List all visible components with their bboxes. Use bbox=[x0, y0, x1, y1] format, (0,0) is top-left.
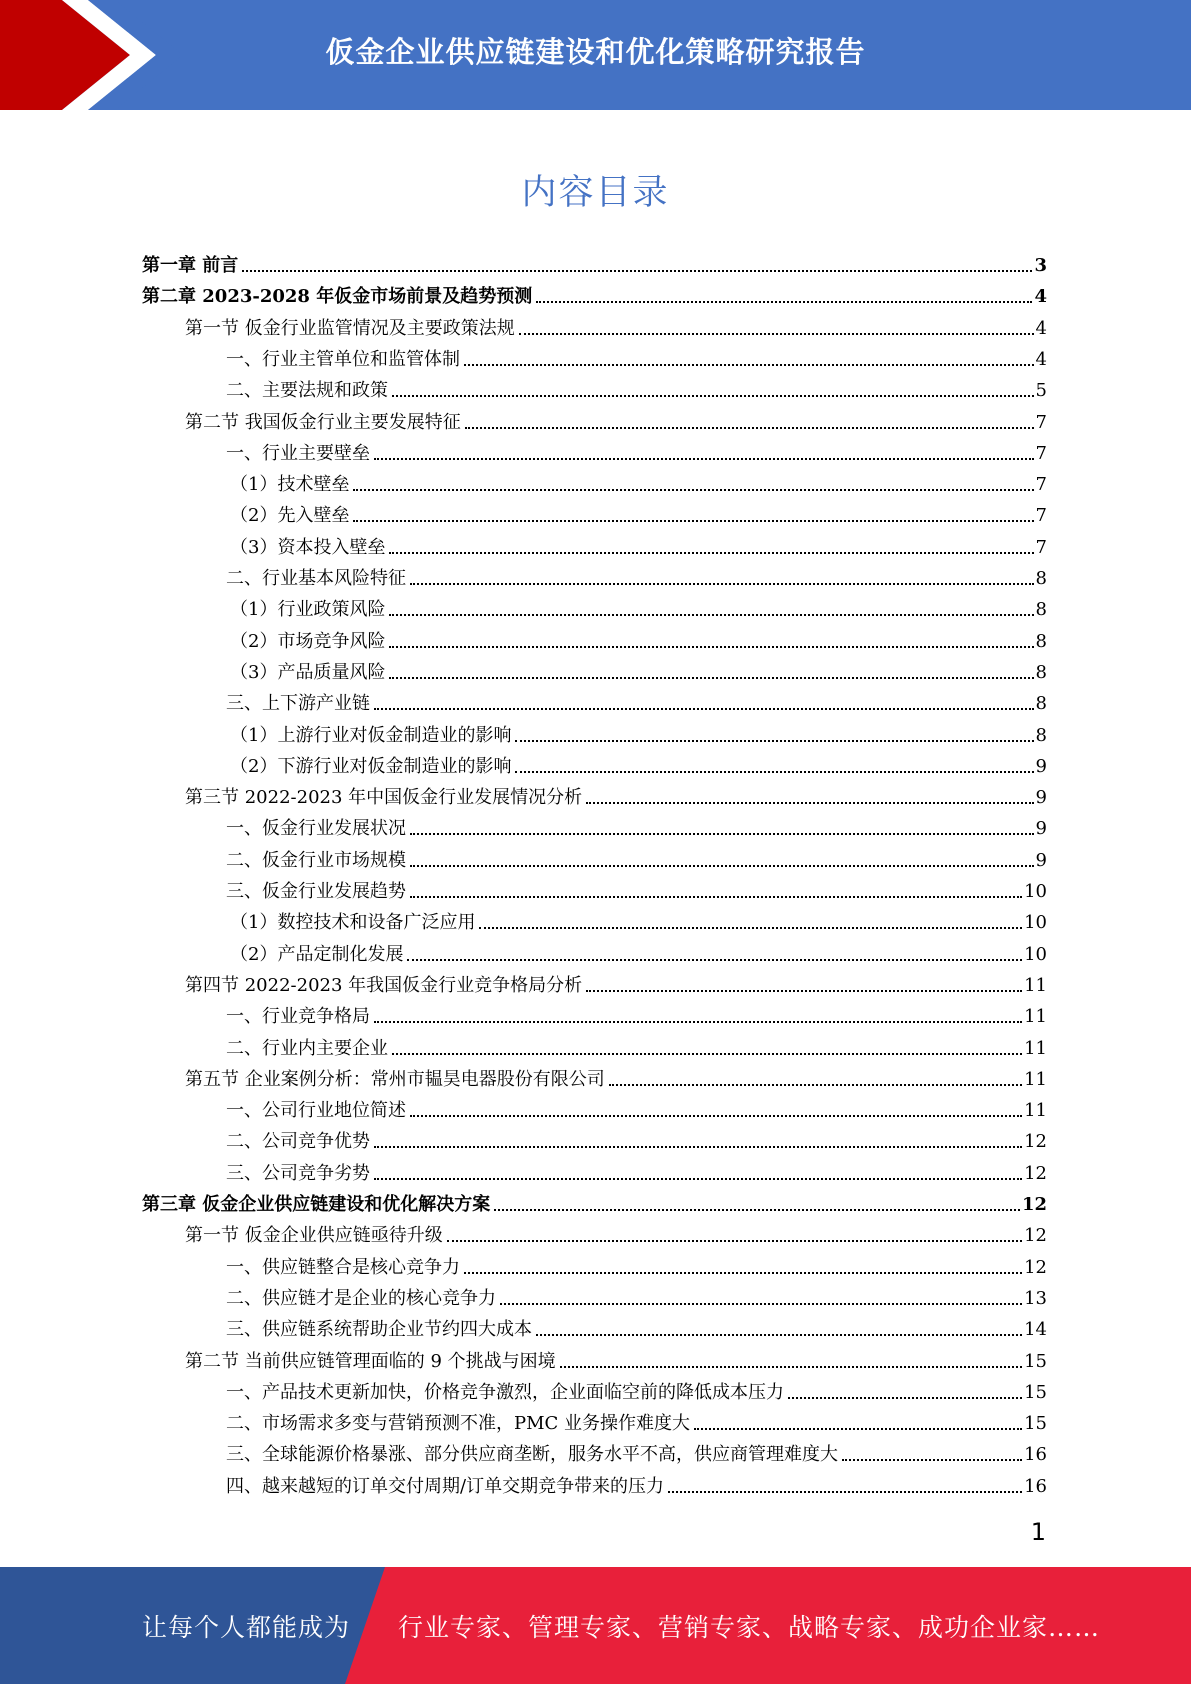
toc-entry-label: 二、行业基本风险特征 bbox=[226, 568, 406, 589]
toc-dot-leader bbox=[536, 1334, 1022, 1336]
toc-entry-page: 8 bbox=[1035, 568, 1047, 589]
toc-entry-page: 7 bbox=[1035, 505, 1047, 527]
toc-entry-page: 11 bbox=[1024, 1068, 1047, 1090]
toc-entry-label: 一、行业竞争格局 bbox=[226, 1006, 370, 1028]
toc-title: 内容目录 bbox=[521, 173, 670, 213]
toc-entry-page: 9 bbox=[1035, 755, 1047, 777]
toc-entry-page: 8 bbox=[1035, 693, 1047, 715]
toc-dot-leader bbox=[694, 1428, 1022, 1430]
toc-entry-label: （2）市场竞争风险 bbox=[230, 630, 386, 652]
toc-entry-page: 8 bbox=[1035, 599, 1047, 621]
toc-entry-label: 第四节 2022-2023 年我国仮金行业竞争格局分析 bbox=[185, 974, 583, 996]
toc-dot-leader bbox=[242, 270, 1032, 272]
toc-entry-label: 一、行业主要壁垒 bbox=[226, 442, 370, 464]
toc-entry[interactable] bbox=[226, 1036, 1047, 1062]
footer-banner bbox=[0, 1567, 1191, 1684]
toc-entry-label: 三、供应链系统帮助企业节约四大成本 bbox=[226, 1319, 532, 1341]
header-banner bbox=[0, 0, 1191, 110]
toc-entry[interactable] bbox=[226, 347, 1047, 373]
toc-dot-leader bbox=[447, 1240, 1022, 1242]
toc-entry-page: 4 bbox=[1034, 286, 1047, 308]
toc-dot-leader bbox=[668, 1491, 1022, 1493]
toc-dot-leader bbox=[586, 802, 1033, 804]
toc-entry[interactable] bbox=[230, 503, 1047, 529]
toc-entry-page: 11 bbox=[1024, 974, 1047, 996]
toc-entry-label: 二、仮金行业市场规模 bbox=[226, 849, 406, 871]
toc-entry-page: 7 bbox=[1035, 474, 1047, 496]
toc-entry[interactable] bbox=[230, 723, 1047, 749]
toc-dot-leader bbox=[374, 708, 1034, 710]
toc-entry-label: 第二章 2023-2028 年仮金市场前景及趋势预测 bbox=[142, 286, 533, 308]
page-number: 1 bbox=[1030, 1518, 1046, 1546]
toc-entry-label: 三、公司竞争劣势 bbox=[226, 1162, 370, 1184]
toc-entry[interactable] bbox=[185, 410, 1047, 436]
toc-entry[interactable] bbox=[230, 660, 1047, 686]
toc-entry-page: 10 bbox=[1024, 881, 1047, 902]
toc-entry[interactable] bbox=[185, 973, 1047, 999]
toc-dot-leader bbox=[464, 1272, 1022, 1274]
toc-entry-page: 14 bbox=[1024, 1319, 1047, 1341]
toc-entry-label: 二、公司竞争优势 bbox=[226, 1131, 370, 1153]
toc-entry-label: 二、主要法规和政策 bbox=[226, 380, 388, 402]
toc-entry-label: 第二节 我国仮金行业主要发展特征 bbox=[185, 411, 461, 433]
toc-entry[interactable] bbox=[226, 1286, 1047, 1312]
toc-entry[interactable] bbox=[226, 1317, 1047, 1343]
toc-dot-leader bbox=[500, 1303, 1022, 1305]
toc-entry-page: 12 bbox=[1024, 1131, 1047, 1153]
toc-entry-page: 11 bbox=[1024, 1037, 1047, 1059]
toc-entry[interactable] bbox=[226, 441, 1047, 467]
toc-entry[interactable] bbox=[226, 378, 1047, 404]
toc-entry-label: （1）技术壁垒 bbox=[230, 474, 350, 496]
toc-entry-label: 一、行业主管单位和监管体制 bbox=[226, 348, 460, 370]
toc-entry[interactable] bbox=[230, 597, 1047, 623]
toc-entry-page: 8 bbox=[1035, 724, 1047, 746]
toc-entry-page: 8 bbox=[1035, 661, 1047, 683]
toc-entry-label: （1）上游行业对仮金制造业的影响 bbox=[230, 724, 512, 746]
toc-entry-page: 12 bbox=[1024, 1256, 1047, 1278]
toc-entry[interactable] bbox=[226, 879, 1047, 905]
toc-dot-leader bbox=[392, 1053, 1022, 1055]
toc-entry-label: 三、全球能源价格暴涨、部分供应商垄断，服务水平不高，供应商管理难度大 bbox=[226, 1444, 838, 1466]
toc-entry-page: 12 bbox=[1021, 1194, 1047, 1215]
toc-entry[interactable] bbox=[226, 566, 1047, 592]
toc-entry[interactable] bbox=[185, 785, 1047, 811]
toc-entry-label: 一、仮金行业发展状况 bbox=[226, 818, 406, 840]
toc-entry-page: 16 bbox=[1024, 1475, 1047, 1497]
toc-entry-page: 12 bbox=[1024, 1162, 1047, 1184]
toc-dot-leader bbox=[515, 771, 1033, 773]
toc-entry-page: 4 bbox=[1035, 317, 1047, 339]
toc-entry-page: 11 bbox=[1024, 1100, 1047, 1122]
toc-dot-leader bbox=[374, 1021, 1022, 1023]
toc-entry-label: 三、上下游产业链 bbox=[226, 693, 370, 715]
toc-entry[interactable] bbox=[230, 472, 1047, 498]
toc-dot-leader bbox=[374, 1146, 1022, 1148]
toc-dot-leader bbox=[407, 959, 1022, 961]
toc-dot-leader bbox=[353, 520, 1033, 522]
toc-entry-label: 一、公司行业地位简述 bbox=[226, 1100, 406, 1122]
toc-entry-label: 一、产品技术更新加快，价格竞争激烈，企业面临空前的降低成本压力 bbox=[226, 1381, 784, 1403]
toc-dot-leader bbox=[353, 489, 1033, 491]
toc-entry-page: 15 bbox=[1024, 1381, 1047, 1403]
toc-entry-label: 四、越来越短的订单交付周期/订单交期竞争带来的压力 bbox=[226, 1475, 665, 1497]
toc-entry[interactable] bbox=[226, 1161, 1047, 1187]
toc-dot-leader bbox=[586, 990, 1022, 992]
toc-dot-leader bbox=[465, 427, 1034, 429]
toc-dot-leader bbox=[389, 614, 1033, 616]
toc-entry[interactable] bbox=[185, 1223, 1047, 1249]
toc-entry-label: 第二节 当前供应链管理面临的 9 个挑战与困境 bbox=[185, 1350, 556, 1372]
toc-entry-page: 13 bbox=[1024, 1287, 1047, 1309]
toc-entry-label: 一、供应链整合是核心竞争力 bbox=[226, 1256, 460, 1278]
toc-entry[interactable] bbox=[230, 910, 1047, 936]
toc-entry-page: 16 bbox=[1024, 1444, 1047, 1466]
toc-entry[interactable] bbox=[230, 942, 1047, 968]
toc-dot-leader bbox=[392, 395, 1034, 397]
toc-dot-leader bbox=[410, 865, 1034, 867]
toc-entry[interactable] bbox=[226, 1474, 1047, 1500]
toc-entry-label: 第一节 仮金企业供应链亟待升级 bbox=[185, 1225, 443, 1247]
toc-entry-page: 10 bbox=[1024, 943, 1047, 965]
toc-entry[interactable] bbox=[142, 253, 1047, 279]
toc-entry-page: 8 bbox=[1035, 630, 1047, 652]
toc-entry-page: 12 bbox=[1024, 1225, 1047, 1247]
toc-dot-leader bbox=[389, 552, 1033, 554]
toc-entry-label: （2）产品定制化发展 bbox=[230, 943, 404, 965]
toc-entry-page: 9 bbox=[1035, 818, 1047, 840]
toc-entry[interactable] bbox=[226, 691, 1047, 717]
toc-entry-label: 二、行业内主要企业 bbox=[226, 1037, 388, 1059]
toc-dot-leader bbox=[560, 1366, 1022, 1368]
toc-entry-label: （1）行业政策风险 bbox=[230, 599, 386, 621]
toc-entry[interactable] bbox=[230, 629, 1047, 655]
toc-dot-leader bbox=[494, 1209, 1020, 1211]
toc-entry-label: （2）先入壁垒 bbox=[230, 505, 350, 527]
toc-entry-page: 15 bbox=[1024, 1413, 1047, 1435]
toc-entry-label: （2）下游行业对仮金制造业的影响 bbox=[230, 755, 512, 777]
toc-entry[interactable] bbox=[226, 848, 1047, 874]
toc-entry[interactable] bbox=[226, 1442, 1047, 1468]
toc-entry-label: 第一节 仮金行业监管情况及主要政策法规 bbox=[185, 317, 515, 339]
toc-entry-page: 3 bbox=[1034, 255, 1047, 276]
toc-dot-leader bbox=[410, 896, 1022, 898]
toc-entry-page: 7 bbox=[1035, 442, 1047, 464]
toc-entry-page: 5 bbox=[1035, 380, 1047, 402]
toc-entry[interactable] bbox=[226, 1129, 1047, 1155]
toc-entry-label: （1）数控技术和设备广泛应用 bbox=[230, 912, 476, 934]
toc-entry[interactable] bbox=[226, 1255, 1047, 1281]
toc-entry-page: 11 bbox=[1024, 1006, 1047, 1028]
toc-entry[interactable] bbox=[226, 1380, 1047, 1406]
toc-dot-leader bbox=[389, 646, 1033, 648]
toc-entry[interactable] bbox=[185, 1067, 1047, 1093]
toc-entry-label: 第一章 前言 bbox=[142, 255, 239, 276]
toc-dot-leader bbox=[464, 364, 1034, 366]
toc-entry[interactable] bbox=[226, 1004, 1047, 1030]
toc-entry-label: 第三章 仮金企业供应链建设和优化解决方案 bbox=[142, 1194, 491, 1215]
toc-entry[interactable] bbox=[185, 1349, 1047, 1375]
toc-dot-leader bbox=[788, 1397, 1022, 1399]
toc-entry[interactable] bbox=[226, 1411, 1047, 1437]
report-title: 仮金企业供应链建设和优化策略研究报告 bbox=[325, 34, 866, 69]
toc-entry-label: 二、市场需求多变与营销预测不准，PMC 业务操作难度大 bbox=[226, 1413, 691, 1435]
toc-dot-leader bbox=[479, 927, 1022, 929]
toc-entry-page: 9 bbox=[1035, 849, 1047, 871]
toc-entry-page: 7 bbox=[1035, 536, 1047, 558]
toc-entry-page: 10 bbox=[1024, 912, 1047, 934]
toc-entry-page: 4 bbox=[1035, 348, 1047, 370]
toc-entry-label: （3）产品质量风险 bbox=[230, 661, 386, 683]
toc-entry[interactable] bbox=[142, 284, 1047, 310]
toc-dot-leader bbox=[609, 1084, 1022, 1086]
toc-entry[interactable] bbox=[230, 754, 1047, 780]
toc-dot-leader bbox=[410, 833, 1034, 835]
toc-entry-page: 15 bbox=[1024, 1350, 1047, 1372]
toc-entry[interactable] bbox=[226, 816, 1047, 842]
toc-entry-label: 第三节 2022-2023 年中国仮金行业发展情况分析 bbox=[185, 787, 583, 809]
toc-dot-leader bbox=[374, 1178, 1022, 1180]
toc-entry[interactable] bbox=[142, 1192, 1047, 1218]
footer-slogan-right: 行业专家、管理专家、营销专家、战略专家、成功企业家…… bbox=[398, 1612, 1101, 1642]
toc-entry[interactable] bbox=[185, 316, 1047, 342]
toc-entry[interactable] bbox=[230, 535, 1047, 561]
toc-entry-label: （3）资本投入壁垒 bbox=[230, 536, 386, 558]
toc-dot-leader bbox=[536, 301, 1032, 303]
toc-dot-leader bbox=[410, 1115, 1022, 1117]
toc-dot-leader bbox=[519, 333, 1034, 335]
toc-entry[interactable] bbox=[226, 1098, 1047, 1124]
toc-dot-leader bbox=[374, 458, 1034, 460]
toc-entry-label: 三、仮金行业发展趋势 bbox=[226, 881, 406, 902]
toc-dot-leader bbox=[842, 1459, 1022, 1461]
toc-entry-label: 二、供应链才是企业的核心竞争力 bbox=[226, 1287, 496, 1309]
toc-entry-page: 7 bbox=[1035, 411, 1047, 433]
footer-slogan-left: 让每个人都能成为 bbox=[142, 1612, 351, 1642]
toc-dot-leader bbox=[515, 740, 1033, 742]
toc-dot-leader bbox=[389, 677, 1033, 679]
toc-entry-label: 第五节 企业案例分析：常州市韫昊电器股份有限公司 bbox=[185, 1068, 605, 1090]
toc-entry-page: 9 bbox=[1035, 787, 1047, 809]
toc-dot-leader bbox=[410, 583, 1034, 585]
